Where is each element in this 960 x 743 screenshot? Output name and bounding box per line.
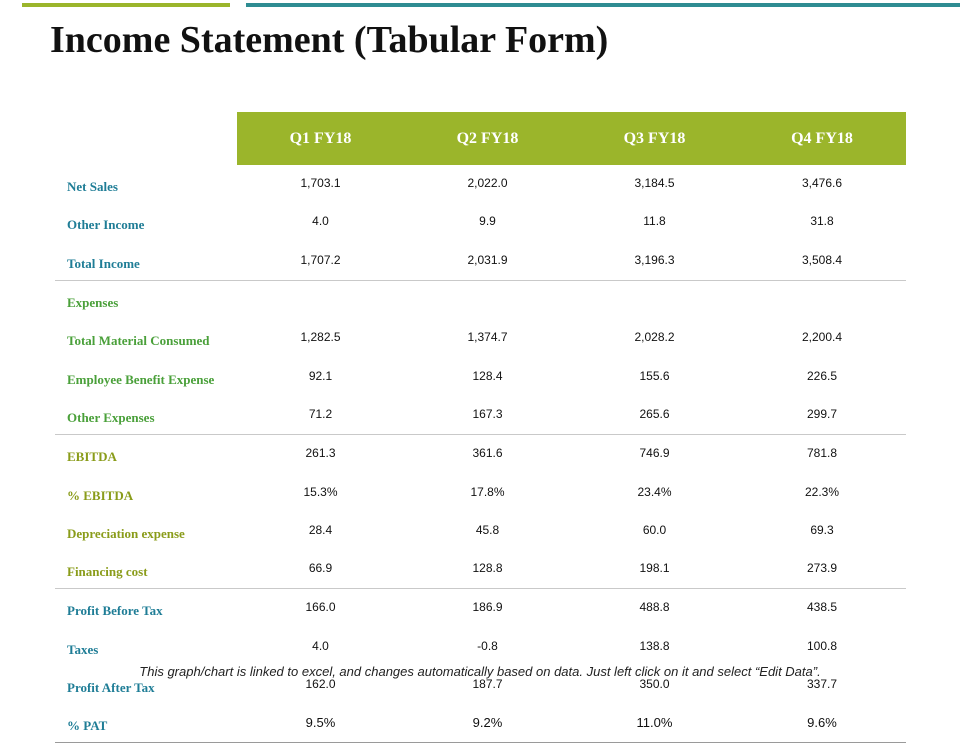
row-label: Other Expenses (55, 396, 237, 435)
table-cell: 23.4% (637, 484, 672, 499)
table-cell: 9.2% (404, 704, 571, 743)
table-row (55, 165, 906, 203)
table-cell: 100.8 (806, 638, 838, 653)
row-label: Total Material Consumed (67, 333, 210, 349)
footnote: This graph/chart is linked to excel, and changes automatically based on data. Just left click on it and select “Edit Data”. (139, 664, 821, 679)
accent-bar-green (22, 3, 230, 7)
row-label: Profit Before Tax (67, 603, 163, 619)
table-cell: 273.9 (738, 550, 906, 589)
table-cell: 187.7 (472, 677, 503, 691)
table-cell: 350.0 (639, 677, 670, 691)
table-row (55, 242, 906, 281)
table-cell: 299.7 (738, 396, 906, 435)
table-cell: 2,031.9 (404, 242, 571, 281)
table-cell: 1,374.7 (467, 330, 508, 345)
table-cell: 3,508.4 (738, 242, 906, 281)
table-cell: 2,022.0 (467, 176, 508, 191)
row-label: % EBITDA (67, 487, 134, 503)
table-cell: 198.1 (571, 550, 738, 589)
table-cell: 9.9 (479, 214, 496, 229)
table-cell: -0.8 (477, 638, 498, 653)
table-cell: 60.0 (642, 522, 667, 537)
table-cell: 166.0 (305, 600, 336, 615)
column-header: Q2 FY18 (404, 112, 571, 165)
table-row (55, 512, 906, 550)
table-row (55, 319, 906, 357)
table-cell: 226.5 (806, 368, 838, 383)
table-cell: 9.5% (237, 704, 404, 743)
table-row (55, 435, 906, 474)
table-cell: 3,476.6 (801, 176, 843, 191)
table-cell: 2,200.4 (801, 330, 843, 345)
table-cell (738, 280, 906, 319)
row-label: Financing cost (55, 550, 237, 589)
table-cell: 488.8 (639, 600, 670, 615)
table-row (55, 357, 906, 395)
row-label: Expenses (67, 295, 119, 311)
table-cell: 4.0 (312, 638, 329, 653)
row-label: Depreciation expense (67, 525, 185, 541)
table-cell: 337.7 (806, 677, 838, 691)
table-cell: 9.6% (738, 704, 906, 743)
column-header: Q1 FY18 (237, 112, 404, 165)
row-label: EBITDA (67, 449, 117, 465)
table-cell: 66.9 (237, 550, 404, 589)
table-row (55, 473, 906, 511)
column-header: Q3 FY18 (571, 112, 738, 165)
page-title: Income Statement (Tabular Form) (50, 19, 609, 61)
accent-bar-teal (246, 3, 960, 7)
table-cell (571, 280, 738, 319)
table-cell: 3,184.5 (634, 176, 675, 191)
table-cell: 22.3% (804, 484, 840, 499)
table-cell: 3,196.3 (571, 242, 738, 281)
table-header-row (55, 112, 906, 165)
table-cell (237, 280, 404, 319)
row-label: % PAT (55, 704, 237, 743)
income-statement-table (55, 112, 906, 743)
table-cell: 781.8 (806, 446, 838, 461)
row-label: Taxes (67, 641, 99, 657)
table-cell (404, 280, 571, 319)
table-cell: 265.6 (571, 396, 738, 435)
row-label: Profit After Tax (67, 680, 155, 695)
table-cell: 128.8 (404, 550, 571, 589)
table-row (55, 396, 906, 435)
table-row (55, 628, 906, 666)
row-label: Employee Benefit Expense (67, 371, 215, 387)
table-cell: 2,028.2 (634, 330, 675, 345)
table-row (55, 550, 906, 589)
table-cell: 31.8 (810, 214, 834, 229)
column-header: Q4 FY18 (738, 112, 906, 165)
table-cell: 167.3 (404, 396, 571, 435)
header-corner-cell (55, 112, 237, 165)
table-cell: 92.1 (308, 368, 333, 383)
table-cell: 71.2 (237, 396, 404, 435)
table-cell: 45.8 (475, 522, 500, 537)
table-row (55, 589, 906, 628)
table-cell: 438.5 (806, 600, 838, 615)
table-cell: 746.9 (639, 446, 670, 461)
row-label: Other Income (67, 217, 145, 233)
table-row (55, 704, 906, 743)
table-cell: 15.3% (303, 484, 338, 499)
row-label: Net Sales (67, 179, 118, 195)
row-label: Total Income (55, 242, 237, 281)
table-cell: 1,707.2 (237, 242, 404, 281)
table-cell: 11.8 (643, 214, 666, 229)
table-cell: 162.0 (305, 677, 336, 691)
table-cell: 1,282.5 (300, 330, 341, 345)
table-cell: 4.0 (312, 214, 329, 229)
table-cell: 138.8 (639, 638, 670, 653)
table-cell: 17.8% (470, 484, 505, 499)
table-cell: 128.4 (472, 368, 503, 383)
table-cell: 261.3 (305, 446, 336, 461)
table-cell: 28.4 (308, 522, 333, 537)
table-cell: 186.9 (472, 600, 503, 615)
table-row (55, 280, 906, 319)
table-cell: 69.3 (810, 522, 834, 537)
table-cell: 1,703.1 (300, 176, 341, 191)
table-cell: 155.6 (639, 368, 670, 383)
table-cell: 11.0% (571, 704, 738, 743)
table-row (55, 203, 906, 241)
table-cell: 361.6 (472, 446, 503, 461)
